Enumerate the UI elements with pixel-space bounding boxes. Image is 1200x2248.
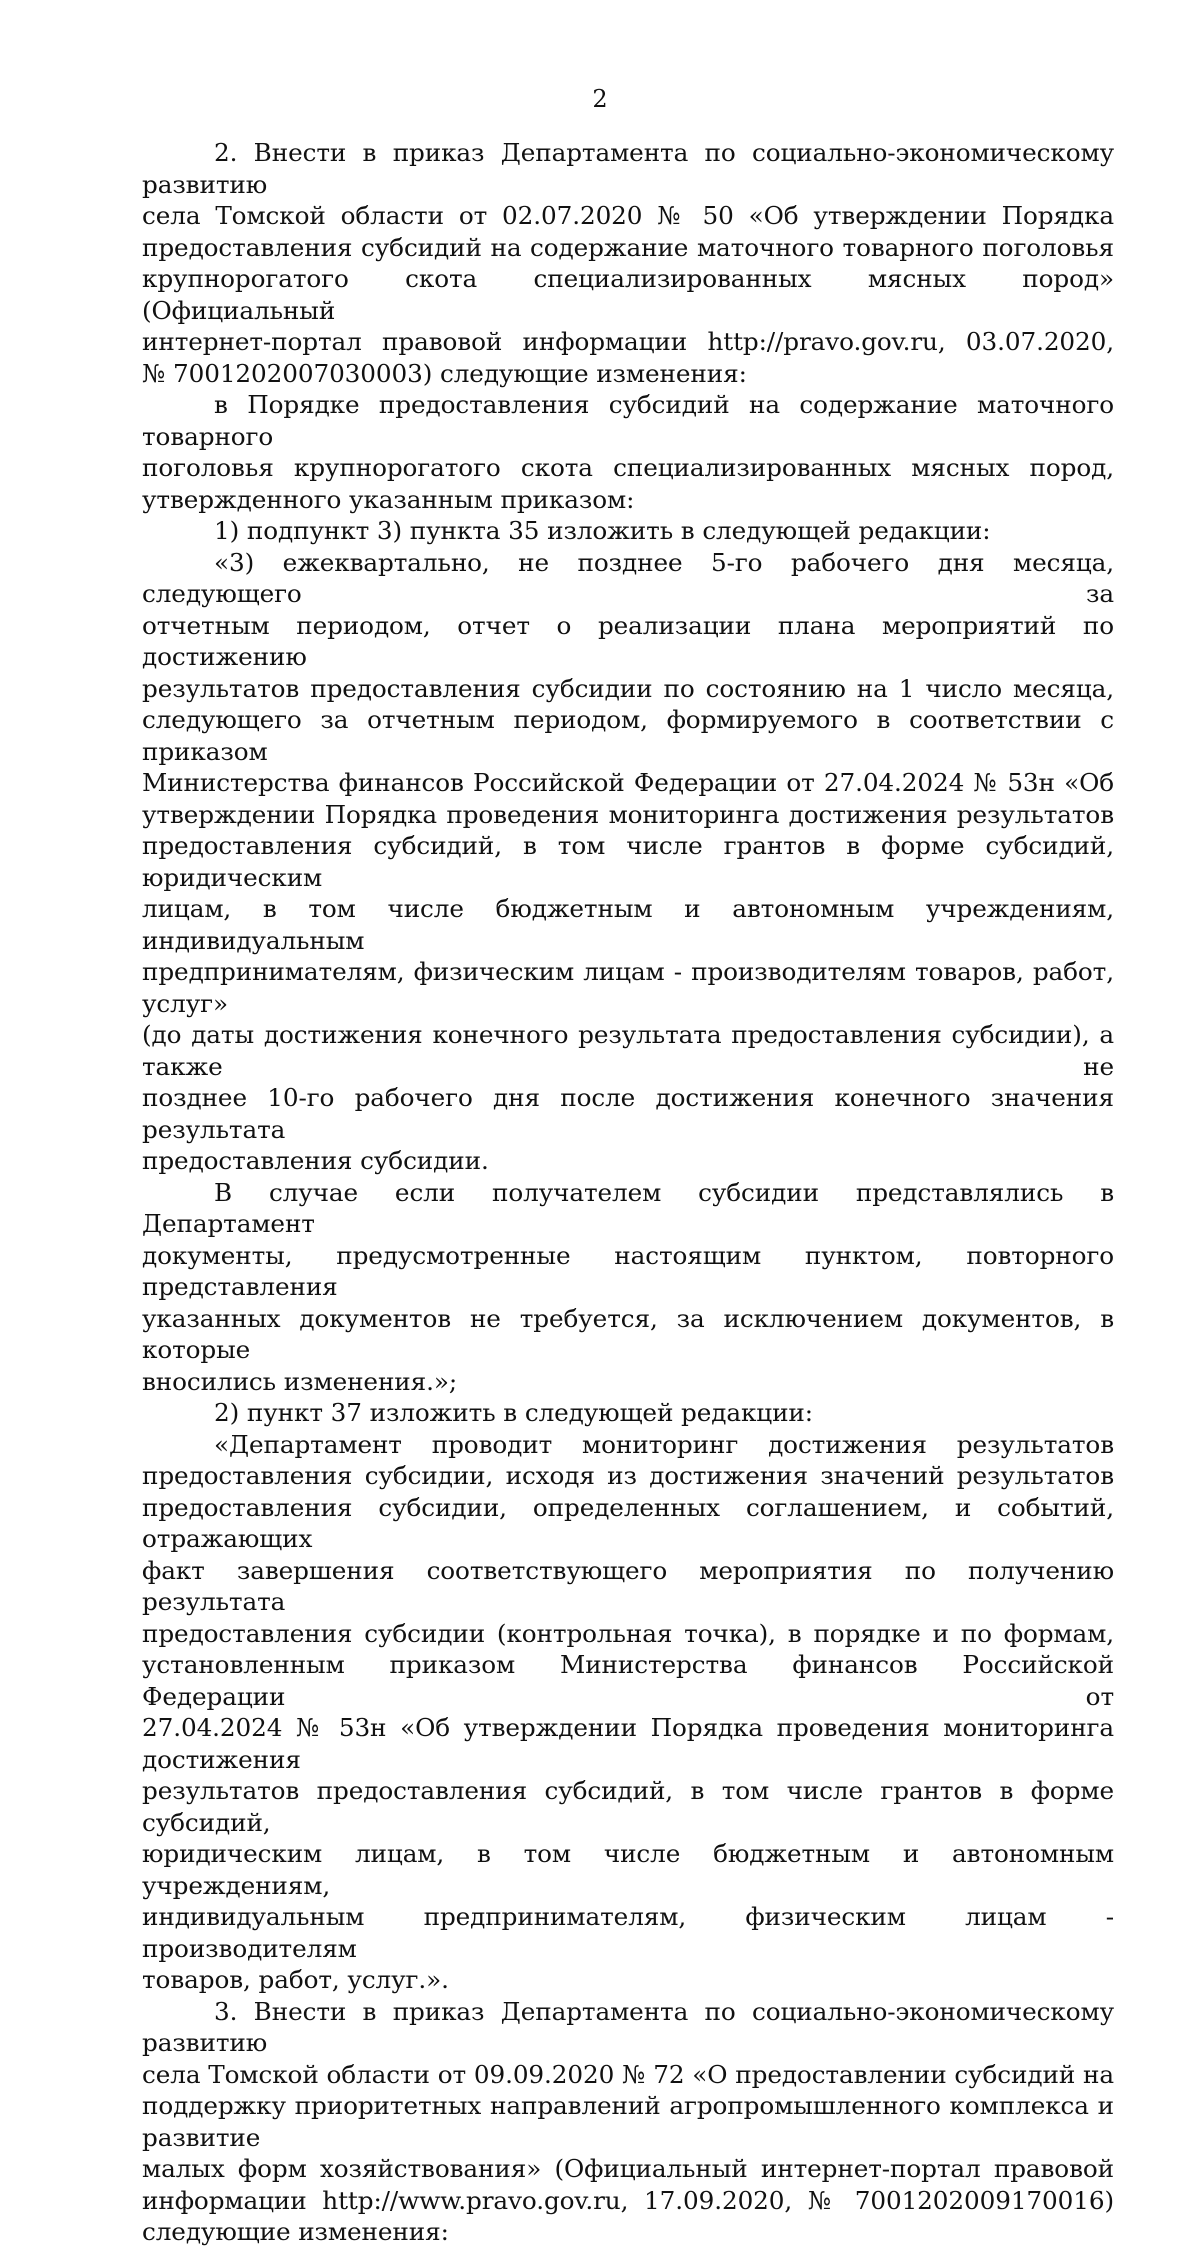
paragraph (142, 137, 1114, 389)
text-line: лицам, в том числе бюджетным и автономным учреждениям, индивидуальным (142, 894, 1114, 955)
document-body (142, 137, 1114, 2248)
text-line: № 7001202007030003) следующие изменения: (142, 358, 747, 388)
paragraph (142, 1429, 1114, 1996)
paragraph (142, 1397, 1114, 1429)
text-line: села Томской области от 09.09.2020 № 72 «О предоставлении субсидий на (142, 2059, 1114, 2089)
text-line: интернет-портал правовой информации http://pravo.gov.ru, 03.07.2020, (142, 327, 1114, 356)
paragraph (142, 1996, 1114, 2248)
text-line: предоставления субсидии (контрольная точка), в порядке и по формам, (142, 1618, 1114, 1648)
text-line: 3. Внести в приказ Департамента по социально-экономическому развитию (142, 1996, 1114, 2057)
text-line: поголовья крупнорогатого скота специализированных мясных пород, (142, 453, 1114, 482)
text-line: отчетным периодом, отчет о реализации плана мероприятий по достижению (142, 610, 1114, 671)
text-line: 27.04.2024 № 53н «Об утверждении Порядка проведения мониторинга достижения (142, 1713, 1114, 1774)
text-line: вносились изменения.»; (142, 1366, 458, 1396)
text-line: предоставления субсидии, исходя из достижения значений результатов (142, 1461, 1114, 1490)
text-line: В случае если получателем субсидии представлялись в Департамент (142, 1177, 1114, 1238)
text-line: информации http://www.pravo.gov.ru, 17.09.2020, № 7001202009170016) (142, 2185, 1114, 2215)
text-line: Министерства финансов Российской Федерации от 27.04.2024 № 53н «Об (142, 768, 1114, 797)
text-line: предоставления субсидии, определенных соглашением, и событий, отражающих (142, 1492, 1114, 1553)
paragraph (142, 1177, 1114, 1398)
text-line: 2. Внести в приказ Департамента по социально-экономическому развитию (142, 138, 1114, 199)
paragraph (142, 515, 1114, 547)
page-number: 2 (592, 85, 608, 113)
text-line: установленным приказом Министерства финансов Российской Федерации от (142, 1650, 1114, 1711)
text-line: товаров, работ, услуг.». (142, 1965, 449, 1994)
text-line: следующие изменения: (142, 2217, 449, 2246)
text-line: предоставления субсидий на содержание маточного товарного поголовья (142, 232, 1114, 262)
paragraph (142, 389, 1114, 515)
text-line: утверждении Порядка проведения мониторинга достижения результатов (142, 799, 1114, 829)
text-line: факт завершения соответствующего мероприятия по получению результата (142, 1555, 1114, 1616)
text-line: предоставления субсидии. (142, 1146, 489, 1175)
text-line: малых форм хозяйствования» (Официальный интернет-портал правовой (142, 2154, 1114, 2183)
text-line: села Томской области от 02.07.2020 № 50 «Об утверждении Порядка (142, 201, 1114, 230)
text-line: предоставления субсидий, в том числе грантов в форме субсидий, юридическим (142, 831, 1114, 892)
paragraph (142, 547, 1114, 1177)
text-line: следующего за отчетным периодом, формируемого в соответствии с приказом (142, 705, 1114, 766)
text-line: юридическим лицам, в том числе бюджетным и автономным учреждениям, (142, 1839, 1114, 1900)
text-line: крупнорогатого скота специализированных мясных пород» (Официальный (142, 264, 1114, 325)
text-line: документы, предусмотренные настоящим пунктом, повторного представления (142, 1240, 1114, 1301)
text-line: индивидуальным предпринимателям, физическим лицам - производителям (142, 1902, 1114, 1963)
text-line: указанных документов не требуется, за исключением документов, в которые (142, 1303, 1114, 1364)
text-line: «Департамент проводит мониторинг достижения результатов (214, 1429, 1114, 1459)
text-line: поддержку приоритетных направлений агропромышленного комплекса и развитие (142, 2091, 1114, 2152)
text-line: 2) пункт 37 изложить в следующей редакции: (214, 1398, 814, 1427)
text-line: предпринимателям, физическим лицам - производителям товаров, работ, услуг» (142, 957, 1114, 1018)
text-line: в Порядке предоставления субсидий на содержание маточного товарного (142, 390, 1114, 451)
text-line: результатов предоставления субсидии по состоянию на 1 число месяца, (142, 673, 1114, 703)
text-line: «3) ежеквартально, не позднее 5-го рабочего дня месяца, следующего за (142, 547, 1114, 608)
text-line: позднее 10-го рабочего дня после достижения конечного значения результата (142, 1083, 1114, 1144)
text-line: результатов предоставления субсидий, в том числе грантов в форме субсидий, (142, 1776, 1114, 1837)
text-line: утвержденного указанным приказом: (142, 484, 635, 514)
text-line: (до даты достижения конечного результата предоставления субсидии), а также не (142, 1020, 1114, 1081)
text-line: 1) подпункт 3) пункта 35 изложить в следующей редакции: (214, 516, 991, 545)
